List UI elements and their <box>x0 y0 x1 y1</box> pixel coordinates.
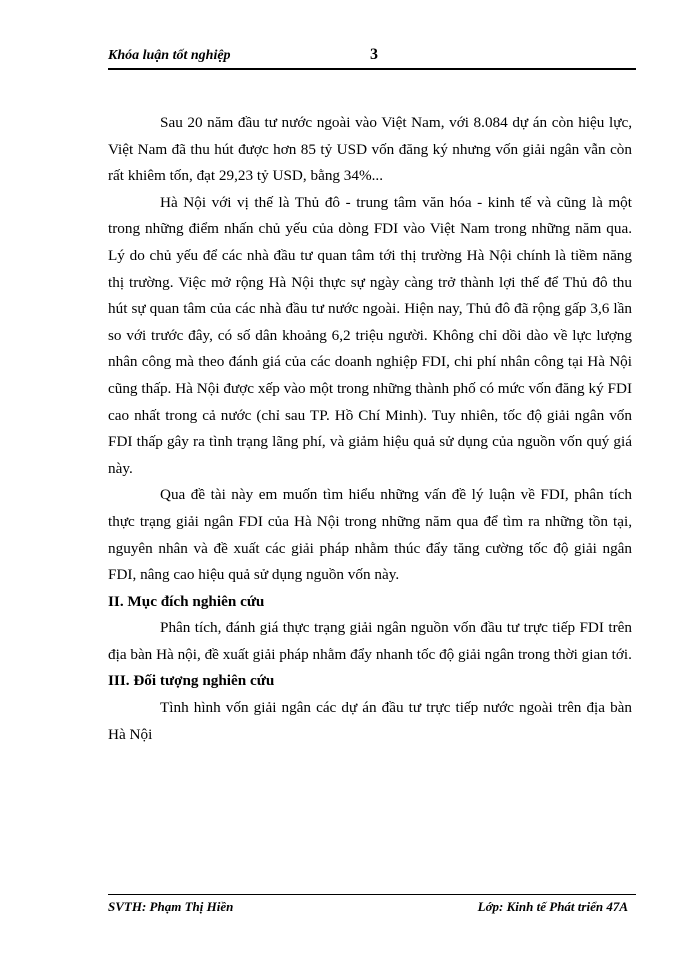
page-header <box>108 48 636 70</box>
footer-class: Lớp: Kinh tế Phát triển 47A <box>477 899 628 914</box>
paragraph-subject: Tình hình vốn giải ngân các dự án đầu tư trực tiếp nước ngoài trên địa bàn Hà Nội <box>108 699 632 743</box>
paragraph-fdi-overview: Sau 20 năm đầu tư nước ngoài vào Việt Nam, với 8.084 dự án còn hiệu lực, Việt Nam đã thu hút được hơn 85 tỷ USD vốn đăng ký nhưng vốn giải ngân vẫn còn rất khiêm tốn, đạt 29,23 tỷ USD, bằng 34%... <box>108 114 632 185</box>
section-heading-purpose: II. Mục đích nghiên cứu <box>108 592 265 610</box>
paragraph-purpose: Phân tích, đánh giá thực trạng giải ngân nguồn vốn đầu tư trực tiếp FDI trên địa bàn Hà nội, đề xuất giải pháp nhằm đẩy nhanh tốc độ giải ngân trong thời gian tới. <box>108 619 632 663</box>
page-number: 3 <box>370 46 378 63</box>
document-title: Khóa luận tốt nghiệp <box>108 48 231 63</box>
footer-author: SVTH: Phạm Thị Hiền <box>108 899 234 914</box>
paragraph-hanoi-fdi: Hà Nội với vị thế là Thủ đô - trung tâm văn hóa - kinh tế và cũng là một trong những điểm nhấn chủ yếu của dòng FDI vào Việt Nam trong những năm qua. Lý do chủ yếu để các nhà đầu tư quan tâm tới thị trường Hà Nội chính là tiềm năng thị trường. Việc mở rộng Hà Nội thực sự ngày càng trở thành lợi thế để Thủ đô thu hút sự quan tâm của các nhà đầu tư nước ngoài. Hiện nay, Thủ đô đã rộng gấp 3,6 lần so với trước đây, có số dân khoảng 6,2 triệu người. Không chỉ dồi dào về lực lượng nhân công mà theo đánh giá của các doanh nghiệp FDI, chi phí nhân công tại Hà Nội cũng thấp. Hà Nội được xếp vào một trong những thành phố có mức vốn đăng ký FDI cao nhất trong cả nước (chỉ sau TP. Hồ Chí Minh). Tuy nhiên, tốc độ giải ngân vốn FDI thấp gây ra tình trạng lãng phí, và giảm hiệu quả sử dụng của nguồn vốn quý giá này. <box>108 193 632 477</box>
paragraph-thesis-goal: Qua đề tài này em muốn tìm hiểu những vấn đề lý luận về FDI, phân tích thực trạng giải ngân FDI của Hà Nội trong những năm qua để tìm ra những tồn tại, nguyên nhân và đề xuất các giải pháp nhằm thúc đẩy tăng cường tốc độ giải ngân FDI, nâng cao hiệu quả sử dụng nguồn vốn này. <box>108 486 632 584</box>
document-body <box>108 110 632 748</box>
section-heading-subject: III. Đối tượng nghiên cứu <box>108 672 275 690</box>
page-footer <box>108 894 636 917</box>
